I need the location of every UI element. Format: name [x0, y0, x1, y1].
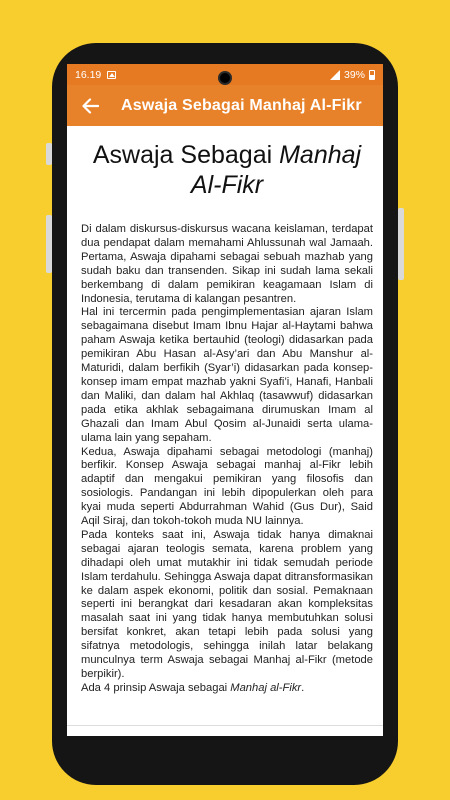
paragraph: Di dalam diskursus-diskursus wacana keislaman, terdapat dua pendapat dalam memahami Ahlussunah wal Jamaah. Pertama, Aswaja dipahami sebagai sebuah mazhab yang sudah baku dan transenden. Sikap ini sudah lama sekali berkembang di dalam pemikiran keagamaan Islam di Indonesia, terutama di kalangan pesantren.	[81, 223, 373, 305]
gallery-icon	[107, 71, 116, 79]
paragraph: Hal ini tercermin pada pengimplementasian ajaran Islam sebagaimana disebut Imam Ibnu Hajar al-Haytami bahwa paham Aswaja ketika bertauhid (teologi) didasarkan pada pemikiran Abu Hasan al-Asy’ari dan Abu Manshur al-Maturidi, dalam berfikih (Syar’i) didasarkan pada konsep-konsep imam empat mazhab yakni Syafi’i, Hanafi, Hanbali dan Maliki, dan dalam hal Akhlaq (tasawwuf) didasarkan pada etika akhlak sebagaimana dirumuskan Imam al Ghazali dan Imam Abul Qosim al-Junaidi serta ulama-ulama lain yang sepaham.	[81, 306, 373, 444]
battery-percentage: 39%	[343, 68, 365, 81]
signal-icon	[330, 70, 340, 80]
content-divider	[67, 725, 383, 736]
battery-icon	[369, 70, 375, 80]
article-body	[81, 223, 373, 696]
paragraph: Ada 4 prinsip Aswaja sebagai Manhaj al-Fikr.	[81, 681, 305, 694]
status-time: 16.19	[75, 68, 102, 81]
app-bar	[67, 85, 383, 126]
article-title: Aswaja Sebagai Manhaj Al-Fikr	[92, 141, 362, 199]
front-camera	[220, 73, 230, 83]
volume-button	[46, 143, 52, 165]
power-button	[46, 215, 52, 273]
app-screen	[67, 64, 383, 736]
arrow-left-icon[interactable]	[79, 96, 101, 116]
paragraph: Kedua, Aswaja dipahami sebagai metodologi (manhaj) berfikir. Konsep Aswaja sebagai manhaj al-Fikr lebih adaptif dan mengakui pemikiran yang filosofis dan sosiologis. Pandangan ini lebih dipopulerkan oleh para kyai muda seperti Abdurrahman Wahid (Gus Dur), Said Aqil Siraj, dan tokoh-tokoh muda NU lainnya.	[81, 445, 373, 528]
side-button	[398, 208, 404, 280]
article-content	[67, 126, 383, 696]
paragraph: Pada konteks saat ini, Aswaja tidak hanya dimaknai sebagai ajaran teologis semata, karena problem yang dihadapi oleh umat mutakhir ini tidak semudah periode Islam terdahulu. Sehingga Aswaja dapat ditransformasikan ke dalam aspek ekonomi, politik dan sosial. Pemaknaan seperti ini berangkat dari kesadaran akan kompleksitas masalah saat ini yang tidak hanya membutuhkan solusi bersifat konkret, akan tetapi lebih pada solusi yang sifatnya metodologis, sehingga inilah latar belakang munculnya term Aswaja sebagai Manhaj al-Fikr (metode berpikir).	[81, 528, 373, 680]
app-bar-title: Aswaja Sebagai Manhaj Al-Fikr	[121, 96, 362, 114]
